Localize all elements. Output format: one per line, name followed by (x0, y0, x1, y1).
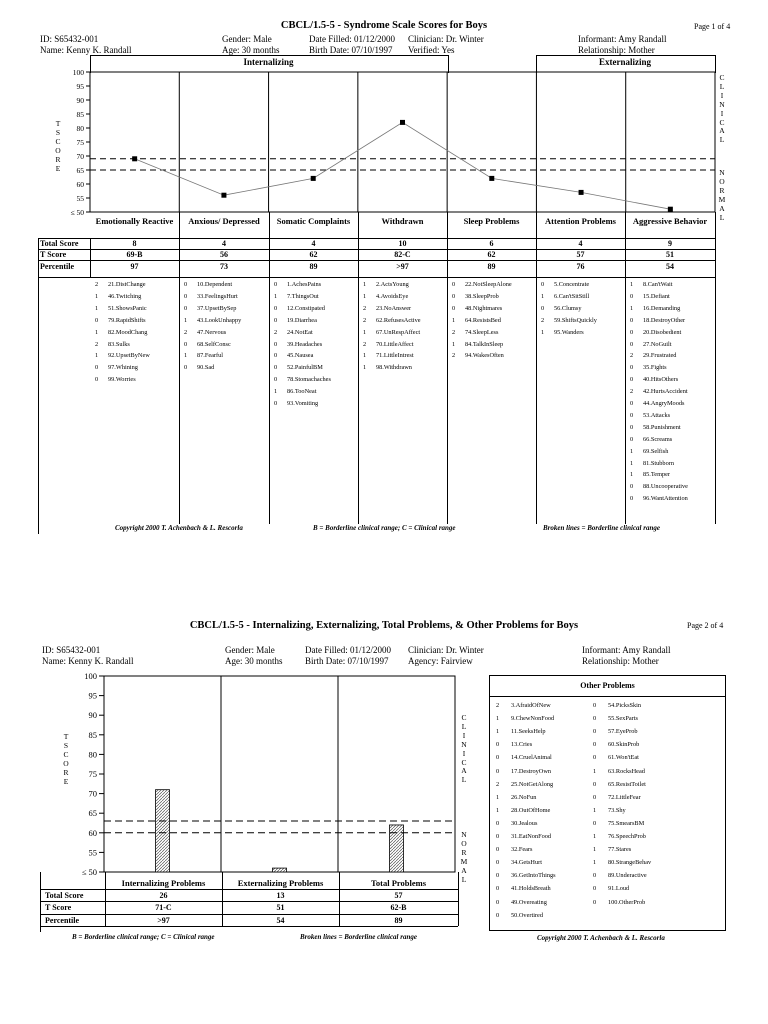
item-row: 1 95.Wanders (541, 328, 584, 336)
table-rule (38, 260, 715, 261)
tscore-point (668, 207, 673, 212)
table-column-rule (458, 872, 459, 926)
chart2-tick-label: ≤ 50 (81, 867, 97, 877)
item-row: 2 62.RefusesActive (363, 316, 421, 324)
broadband-percentile-value: 54 (276, 916, 285, 925)
tscore-line (135, 122, 671, 209)
item-row: 0 78.Stomachaches (274, 376, 331, 384)
p1-id: ID: S65432-001 (40, 34, 99, 44)
item-row: 1 98.Withdrawn (363, 364, 412, 372)
item-row: 0 35.Fights (630, 364, 667, 372)
p2-gender: Gender: Male (225, 645, 275, 655)
item-row: 2 23.NoAnswer (363, 304, 412, 312)
broadband-total-value: 26 (159, 891, 168, 900)
item-row: 1 7.ThingsOut (274, 292, 319, 300)
other-problem-item: 1 80.StrangeBehav (593, 859, 652, 867)
item-row: 0 97.Whining (95, 364, 138, 372)
tscore-bar (156, 790, 170, 872)
item-row: 1 8.Can'tWait (630, 281, 673, 288)
scale-header: Withdrawn (381, 216, 424, 226)
other-problem-item: 1 77.Stares (593, 846, 632, 854)
item-row: 1 86.TooNeat (274, 388, 317, 396)
chart1-tick-label: 55 (76, 194, 84, 203)
other-problem-item: 2 25.NotGetAlong (496, 780, 554, 788)
scale-header: Somatic Complaints (276, 216, 351, 226)
item-row: 2 83.Sulks (95, 340, 130, 348)
table-column-rule (715, 212, 716, 524)
p1-broken-lines-note: Broken lines = Borderline clinical range (543, 524, 660, 532)
externalizing-label: Externalizing (599, 57, 651, 67)
item-row: 2 94.WakesOften (452, 352, 504, 360)
item-row: 0 40.HitsOthers (630, 376, 679, 384)
other-problem-item: 1 26.NoFun (496, 793, 537, 801)
p2-informant: Informant: Amy Randall (582, 645, 671, 655)
other-problem-item: 0 54.PicksSkin (593, 702, 642, 709)
item-row: 0 96.WantAttention (630, 495, 688, 503)
chart1-tick-label: 60 (76, 180, 84, 189)
table-rule (41, 926, 458, 927)
scale-tscore-value: 62 (487, 250, 496, 259)
p2-birth-date: Birth Date: 07/10/1997 (305, 656, 389, 666)
item-row: 0 44.AngryMoods (630, 400, 685, 407)
chart1-tick-label: 80 (76, 124, 84, 133)
chart2-tick-label: 85 (88, 729, 97, 740)
row-label-percentile: Percentile (40, 262, 75, 271)
item-row: 0 93.Vomiting (274, 400, 319, 407)
page2-title: CBCL/1.5-5 - Internalizing, Externalizing, Total Problems, & Other Problems for Boys (189, 620, 579, 631)
row-label-total: Total Score (45, 891, 84, 900)
item-row: 2 47.Nervous (184, 328, 227, 336)
item-row: 1 81.Stubborn (630, 459, 674, 467)
page1-title: CBCL/1.5-5 - Syndrome Scale Scores for Boys (280, 20, 488, 31)
item-row: 1 67.UnRespAffect (363, 328, 421, 336)
broadband-percentile-value: 89 (394, 916, 403, 925)
broadband-tscore-value: 71-C (155, 903, 172, 912)
scale-total-value: 4 (311, 239, 316, 248)
scale-percentile-value: 97 (130, 262, 139, 271)
broadband-total-value: 57 (394, 891, 403, 900)
item-row: 2 70.LittleAffect (363, 340, 414, 348)
scale-total-value: 4 (578, 239, 583, 248)
item-row: 1 43.LookUnhappy (184, 316, 242, 324)
p2-name: Name: Kenny K. Randall (42, 656, 134, 666)
p1-name: Name: Kenny K. Randall (40, 45, 132, 55)
item-row: 1 87.Fearful (184, 352, 224, 360)
p1-legend: B = Borderline clinical range; C = Clinical range (313, 524, 456, 532)
chart1-tick-label: 95 (76, 82, 84, 91)
chart2-tick-label: 75 (88, 769, 97, 779)
p1-copyright: Copyright 2000 T. Achenbach & L. Rescorla (115, 524, 243, 532)
p1-age: Age: 30 months (222, 45, 280, 55)
p1-clinical-label: C L I N I C A L (719, 73, 725, 145)
item-row: 0 90.Sad (184, 364, 215, 372)
item-row: 2 29.Frustrated (630, 352, 677, 360)
chart2-tick-label: 60 (88, 827, 97, 838)
tscore-point (489, 176, 494, 181)
chart1-tick-label: 85 (76, 110, 84, 119)
p2-broken-lines-note: Broken lines = Borderline clinical range (300, 933, 417, 941)
table-rule (41, 889, 458, 890)
broadband-bar-chart (0, 660, 480, 890)
item-row: 0 88.Uncooperative (630, 483, 688, 491)
chart2-tick-label: 100 (84, 671, 97, 681)
broadband-total-value: 13 (276, 891, 285, 900)
item-row: 0 20.Disobedient (630, 328, 682, 336)
tscore-point (221, 193, 226, 198)
scale-total-value: 9 (668, 239, 672, 248)
broadband-tscore-value: 62-B (390, 903, 407, 912)
item-row: 2 74.SleepLess (452, 328, 499, 336)
item-row: 0 53.Attacks (630, 411, 671, 419)
item-row: 0 27.NoGuilt (630, 340, 672, 348)
broadband-tscore-value: 51 (276, 903, 285, 912)
other-problem-item: 1 28.OutOfHome (496, 806, 551, 814)
tscore-point (400, 120, 405, 125)
item-row: 0 38.SleepProb (452, 292, 499, 300)
syndrome-score-table (38, 212, 715, 534)
chart1-tick-label: 70 (76, 152, 84, 161)
chart1-frame (90, 72, 715, 212)
item-row: 0 66.Screams (630, 435, 673, 443)
item-row: 1 71.LittleIntrest (363, 352, 414, 360)
broadband-score-table (40, 872, 458, 932)
item-row: 0 39.Headaches (274, 340, 323, 348)
p1-normal-label: N O R M A L (718, 168, 726, 222)
tscore-bar (390, 825, 404, 872)
other-problem-item: 0 50.Overtired (496, 911, 543, 919)
chart2-tick-label: 55 (88, 847, 97, 858)
other-problem-item: 0 72.LittleFear (593, 793, 641, 801)
item-row: 0 33.FeelingsHurt (184, 292, 238, 300)
p2-copyright: Copyright 2000 T. Achenbach & L. Rescorla (537, 934, 665, 942)
item-row: 0 15.Defiant (630, 292, 670, 300)
other-problem-item: 0 75.SmearsBM (593, 819, 645, 827)
broadband-header: Internalizing Problems (121, 878, 206, 888)
other-problem-item: 0 17.DestroyOwn (496, 767, 552, 775)
item-row: 0 37.UpsetBySep (184, 304, 237, 312)
scale-total-value: 4 (222, 239, 226, 248)
internalizing-label: Internalizing (243, 57, 294, 67)
item-row: 2 21.DistChange (95, 281, 146, 288)
p2-agency: Agency: Fairview (408, 656, 473, 666)
tscore-point (311, 176, 316, 181)
other-problems-title: Other Problems (580, 681, 635, 690)
chart1-tick-label: ≤ 50 (70, 208, 84, 217)
item-row: 0 48.Nightmares (452, 304, 503, 312)
row-label-percentile: Percentile (45, 916, 80, 925)
p1-tscore-axis-label: T S C O R E (55, 119, 61, 173)
p2-date-filled: Date Filled: 01/12/2000 (305, 645, 391, 655)
item-row: 0 68.SelfConsc (184, 340, 231, 348)
other-problem-item: 0 89.Underactive (593, 872, 647, 880)
other-problem-item: 0 49.Overeating (496, 898, 547, 906)
chart1-tick-label: 100 (72, 68, 84, 77)
item-row: 0 99.Worries (95, 376, 136, 384)
other-problem-item: 1 11.SeeksHelp (496, 728, 546, 736)
other-problem-item: 1 63.RocksHead (593, 767, 645, 775)
scale-tscore-value: 57 (576, 250, 585, 259)
other-problem-item: 0 36.GetIntoThings (496, 872, 556, 880)
chart1-tick-label: 90 (76, 96, 84, 105)
other-problem-item: 0 65.ResistToilet (593, 780, 646, 788)
other-problem-item: 0 100.OtherProb (593, 898, 646, 906)
other-problem-item: 0 60.SkinProb (593, 741, 640, 749)
other-problem-item: 1 73.Shy (593, 806, 626, 814)
scale-header: Sleep Problems (463, 216, 520, 226)
item-row: 0 56.Clumsy (541, 304, 582, 312)
item-row: 0 1.AchesPains (274, 281, 322, 288)
p1-relationship: Relationship: Mother (578, 45, 655, 55)
chart2-tick-label: 65 (88, 808, 97, 819)
item-row: 1 51.ShowsPanic (95, 304, 147, 312)
other-problems-rule (490, 696, 725, 697)
p1-birth-date: Birth Date: 07/10/1997 (309, 45, 393, 55)
item-row: 2 24.NotEat (274, 328, 313, 336)
scale-percentile-value: 89 (309, 262, 318, 271)
p2-tscore-axis-label: T S C O R E (63, 732, 69, 786)
other-problem-item: 0 57.EyeProb (593, 728, 638, 736)
item-row: 1 46.Twitching (95, 292, 142, 300)
row-label-tscore: T Score (40, 250, 67, 259)
item-row: 1 85.Temper (630, 471, 671, 479)
item-row: 1 2.ActsYoung (363, 281, 409, 288)
p2-clinician: Clinician: Dr. Winter (408, 645, 484, 655)
scale-tscore-value: 69-B (126, 250, 143, 259)
chart1-tick-label: 65 (76, 166, 84, 175)
chart2-tick-label: 80 (88, 749, 97, 760)
item-row: 1 82.MoodChang (95, 328, 148, 336)
item-row: 0 19.Diarrhea (274, 316, 317, 324)
item-row: 2 42.HurtsAccident (630, 388, 688, 396)
table-rule (41, 901, 458, 902)
item-row: 0 79.RapidShifts (95, 316, 146, 324)
item-row: 0 10.Dependent (184, 281, 233, 288)
item-row: 1 64.ResistsBed (452, 316, 501, 324)
p1-gender: Gender: Male (222, 34, 272, 44)
item-row: 0 18.DestroyOther (630, 316, 686, 324)
other-problem-item: 0 14.CruelAnimal (496, 754, 552, 762)
other-problems-box (489, 675, 726, 931)
item-row: 1 4.AvoidsEye (363, 292, 409, 300)
table-rule (41, 914, 458, 915)
scale-header: Anxious/ Depressed (188, 216, 260, 226)
scale-tscore-value: 82-C (394, 250, 411, 259)
chart2-tick-label: 95 (88, 690, 97, 701)
scale-percentile-value: 54 (666, 262, 674, 271)
item-row: 0 22.NotSleepAlone (452, 281, 512, 288)
scale-total-value: 10 (398, 239, 407, 248)
other-problem-item: 0 31.EatNonFood (496, 833, 552, 840)
item-row: 0 58.Punishment (630, 423, 681, 431)
p2-legend: B = Borderline clinical range; C = Clinical range (72, 933, 215, 941)
table-rule (38, 277, 715, 278)
p1-date-filled: Date Filled: 01/12/2000 (309, 34, 395, 44)
scale-percentile-value: 89 (487, 262, 496, 271)
p2-age: Age: 30 months (225, 656, 283, 666)
p1-informant: Informant: Amy Randall (578, 34, 667, 44)
chart2-tick-label: 70 (88, 788, 97, 799)
item-row: 1 16.Demanding (630, 304, 681, 312)
p2-clinical-label: C L I N I C A L (461, 713, 467, 785)
other-problem-item: 0 13.Cries (496, 741, 533, 749)
item-row: 0 12.Constipated (274, 304, 325, 312)
chart2-tick-label: 90 (88, 710, 97, 721)
tscore-point (132, 156, 137, 161)
item-row: 0 52.PainfulBM (274, 364, 323, 372)
other-problem-item: 1 9.ChewNonFood (496, 715, 555, 723)
page2-page-label: Page 2 of 4 (687, 621, 724, 630)
item-row: 0 5.Concentrate (541, 281, 590, 288)
item-row: 2 59.ShiftsQuickly (541, 316, 597, 324)
other-problem-item: 0 34.GetsHurt (496, 859, 542, 867)
scale-percentile-value: 76 (576, 262, 585, 271)
scale-total-value: 6 (489, 239, 494, 248)
broadband-header: Total Problems (370, 878, 427, 888)
scale-tscore-value: 56 (220, 250, 228, 259)
scale-header: Emotionally Reactive (95, 216, 174, 226)
p1-verified: Verified: Yes (408, 45, 455, 55)
p2-relationship: Relationship: Mother (582, 656, 659, 666)
other-problem-item: 1 76.SpeechProb (593, 833, 646, 840)
item-row: 1 69.Selfish (630, 447, 669, 455)
tscore-point (579, 190, 584, 195)
scale-header: Attention Problems (545, 216, 616, 226)
other-problem-item: 2 3.AfraidOfNew (496, 702, 551, 709)
p1-clinician: Clinician: Dr. Winter (408, 34, 484, 44)
scale-percentile-value: 73 (220, 262, 228, 271)
row-label-total: Total Score (40, 239, 79, 248)
scale-header: Aggressive Behavior (632, 216, 708, 226)
scale-tscore-value: 62 (309, 250, 318, 259)
item-row: 1 92.UpsetByNew (95, 352, 150, 360)
p2-id: ID: S65432-001 (42, 645, 101, 655)
item-row: 1 84.TalkInSleep (452, 340, 504, 348)
other-problem-item: 0 91.Loud (593, 885, 630, 893)
scale-percentile-value: >97 (396, 262, 409, 271)
item-row: 0 45.Nausea (274, 352, 314, 360)
chart1-tick-label: 75 (76, 138, 84, 147)
item-row: 1 6.Can'tSitStill (541, 292, 590, 300)
page1-page-label: Page 1 of 4 (694, 22, 731, 31)
other-problem-item: 0 55.SexParts (593, 715, 638, 723)
other-problem-item: 0 30.Jealous (496, 819, 538, 827)
broadband-header: Externalizing Problems (237, 878, 324, 888)
other-problem-item: 0 32.Fears (496, 846, 533, 854)
scale-total-value: 8 (132, 239, 137, 248)
broadband-percentile-value: >97 (157, 916, 170, 925)
row-label-tscore: T Score (45, 903, 72, 912)
other-problem-item: 0 41.HoldsBreath (496, 885, 551, 893)
scale-tscore-value: 51 (666, 250, 674, 259)
other-problem-item: 0 61.Won'tEat (593, 754, 639, 762)
p2-normal-label: N O R M A L (460, 830, 468, 884)
